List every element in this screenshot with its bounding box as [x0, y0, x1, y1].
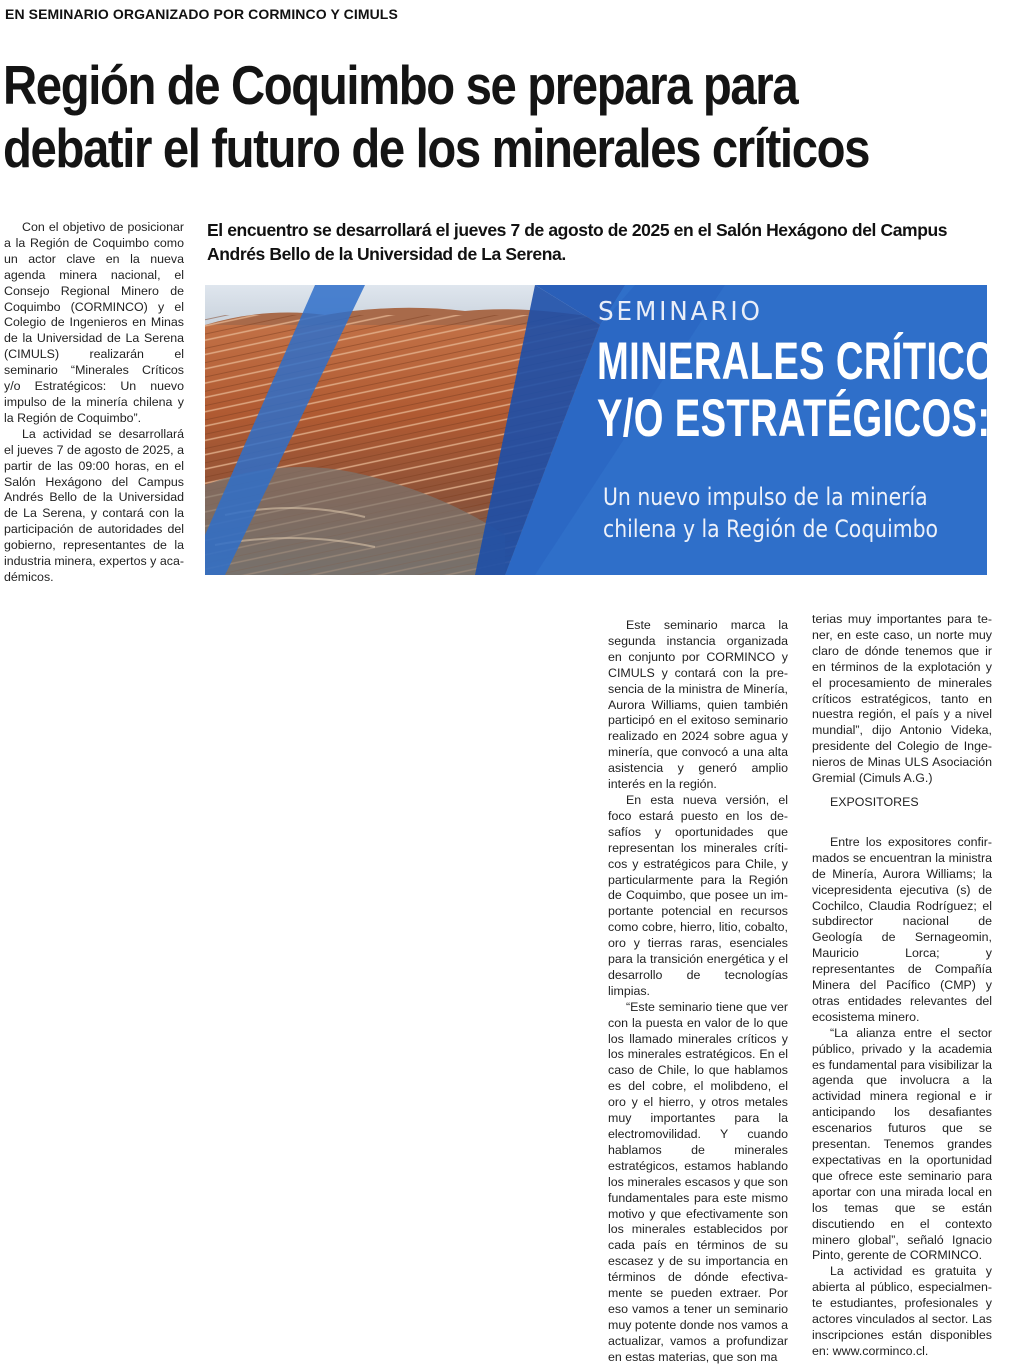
paragraph: Este seminario marca la segunda instancia organizada en conjunto por CORMINCO y CIMULS y contará con la presencia de la ministra de Minería, Aurora Williams, quien también participó en el exitoso seminario realizado en 2024 sobre agua y minería, que convocó a una alta asistencia y generó amplio interés en la región.	[608, 618, 788, 792]
section-subhead: EXPOSITORES	[830, 794, 919, 809]
paragraph: Con el objetivo de posicionar a la Región de Coquimbo como un actor clave en la nueva agenda minera nacional, el Consejo Regional Minero de Coquimbo (CORMINCO) y el Colegio de Ingenieros en Minas de la Universidad de La Serena (CIMULS) realizarán el seminario “Minerales Críticos y/o Estratégicos: Un nuevo impulso de la minería chilena y la Región de Coquimbo”.	[4, 220, 184, 425]
banner-title	[597, 333, 1021, 447]
paragraph: En esta nueva versión, el foco estará puesto en los desafíos y oportunidades que representan los minerales críticos y estratégicos para Chile, y particularmente para la Región de Coquimbo, que posee un importante potencial en recursos como cobre, hierro, litio, cobalto, oro y tierras raras, esenciales para la transición energética y el desarrollo de tecnologías limpias.	[608, 792, 788, 998]
banner-title-line-1: MINERALES CRÍTICOS	[597, 332, 1021, 391]
seminar-banner-image	[205, 285, 1021, 575]
article-column-3	[812, 612, 992, 1360]
article-headline	[3, 54, 870, 180]
banner-label: SEMINARIO	[598, 297, 763, 327]
banner-subtitle-line-1: Un nuevo impulso de la minería	[603, 483, 928, 511]
paragraph: La actividad se desarrollará el jueves 7 de agosto de 2025, a partir de las 09:00 horas, en el Salón Hexágono del Campus Andrés Bello de la Universidad de La Serena, y contará con la participación de autoridades del gobierno, representantes de la industria minera, expertos y académicos.	[4, 426, 184, 584]
paragraph: Entre los expositores confirmados se encuentran la ministra de Minería, Aurora Williams; la vicepresidenta ejecutiva (s) de Cochilco, Claudia Rodríguez; el subdirector nacional de Geología de Sernageomin, Mauricio Lorca; y representantes de Compañía Minera del Pacífico (CMP) y otras entidades relevantes del ecosistema minero.	[812, 834, 992, 1024]
paragraph: “La alianza entre el sector público, privado y la academia es fundamental para visibilizar la agenda que involucra a la actividad minera regional e ir anticipando los desafiantes escenarios futuros que se presentan. Tenemos grandes expectativas en la oportunidad que ofrece este seminario para aportar con una mirada local en los temas que se están discutiendo en el contexto minero global”, señaló Ignacio Pinto, gerente de CORMINCO.	[812, 1025, 992, 1263]
banner-subtitle-line-2: chilena y la Región de Coquimbo	[603, 515, 939, 543]
paragraph: terias muy importantes para tener, en este caso, un norte muy claro de dónde tenemos que ir en términos de la explotación y el procesamiento de minerales críticos estratégicos, tanto en nuestra región, el país y a nivel mundial”, dijo Antonio Videka, presidente del Colegio de Ingenieros de Minas ULS Asociación Gremial (Cimuls A.G.)	[812, 612, 992, 786]
paragraph: “Este seminario tiene que ver con la puesta en valor de lo que los llamado minerales críticos y los minerales estratégicos. En el caso de Chile, lo que hablamos es del cobre, el molibdeno, el oro y el hierro, y otros metales muy importantes para la electromovilidad. Y cuando hablamos de minerales estratégicos, estamos hablando los minerales escasos y que son fundamentales para este mismo motivo y que efectivamente son los minerales establecidos por cada país en términos de su escasez y de su importancia en términos de dónde efectivamente se pueden extraer. Por eso vamos a tener un seminario muy potente donde nos vamos a actualizar, vamos a profundizar en estas materias, que son ma	[608, 999, 788, 1364]
banner-title-line-2: Y/O ESTRATÉGICOS:	[597, 389, 991, 448]
article-kicker: EN SEMINARIO ORGANIZADO POR CORMINCO Y CIMULS	[5, 6, 398, 22]
headline-line-1: Región de Coquimbo se prepara para	[3, 54, 798, 116]
article-column-2	[608, 618, 788, 1366]
article-column-1	[4, 220, 184, 586]
headline-line-2: debatir el futuro de los minerales críticos	[3, 117, 870, 179]
banner-subtitle	[603, 481, 938, 545]
article-deck: El encuentro se desarrollará el jueves 7 de agosto de 2025 en el Salón Hexágono del Campus Andrés Bello de la Universidad de La Serena.	[207, 220, 948, 264]
paragraph: La actividad es gratuita y abierta al público, especialmente estudiantes, profesionales y actores vinculados al sector. Las inscripciones están disponibles en: www.corminco.cl.	[812, 1264, 992, 1358]
